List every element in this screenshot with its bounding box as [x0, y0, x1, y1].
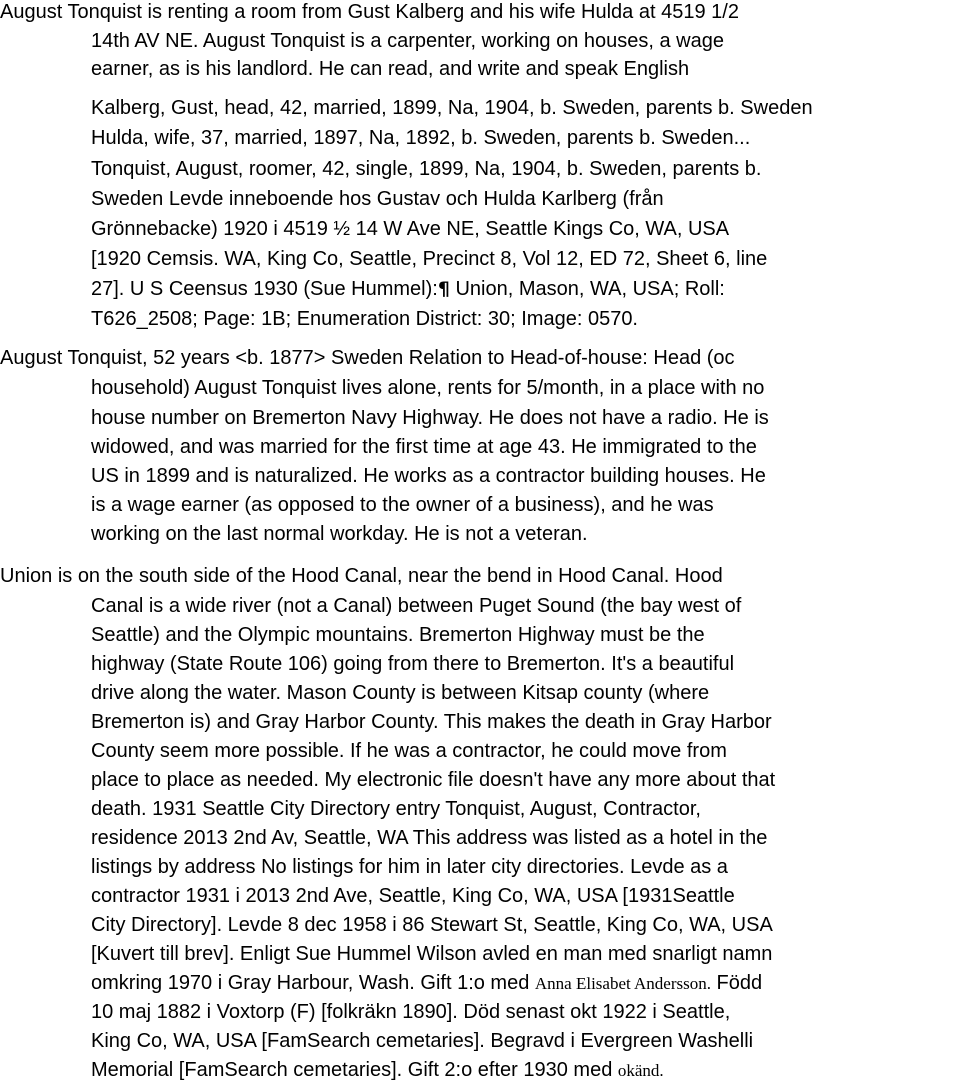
union-paragraph-line-2: Canal is a wide river (not a Canal) between Puget Sound (the bay west of [91, 595, 742, 617]
union-paragraph-line-1: Union is on the south side of the Hood Canal, near the bend in Hood Canal. Hood [0, 565, 723, 587]
census-1920-line-1: Kalberg, Gust, head, 42, married, 1899, Na, 1904, b. Sweden, parents b. Sweden [91, 97, 813, 119]
pilcrow-symbol: ¶ [437, 278, 450, 300]
union-paragraph-line-4: highway (State Route 106) going from there to Bremerton. It's a beautiful [91, 653, 735, 675]
census-1930-citation-text: 27]. U S Ceensus 1930 (Sue Hummel): [91, 278, 438, 300]
born-label: Född [711, 972, 763, 994]
census-1930-line-2: household) August Tonquist lives alone, rents for 5/month, in a place with no [91, 377, 765, 399]
union-paragraph-line-15 [91, 971, 762, 996]
union-paragraph-line-18 [91, 1058, 664, 1083]
paragraph-1-line-2: 14th AV NE. August Tonquist is a carpenter, working on houses, a wage [91, 30, 724, 52]
gift-2-text: Memorial [FamSearch cemetaries]. Gift 2:o efter 1930 med [91, 1059, 618, 1081]
union-paragraph-line-12: contractor 1931 i 2013 2nd Ave, Seattle, King Co, WA, USA [1931Seattle [91, 885, 735, 907]
spouse-2-unknown: okänd. [617, 1061, 664, 1080]
census-1920-line-7 [91, 277, 725, 301]
census-1920-line-5: Grönnebacke) 1920 i 4519 ½ 14 W Ave NE, Seattle Kings Co, WA, USA [91, 218, 730, 240]
census-1920-line-3: Tonquist, August, roomer, 42, single, 1899, Na, 1904, b. Sweden, parents b. [91, 158, 762, 180]
census-1920-line-6: [1920 Cemsis. WA, King Co, Seattle, Precinct 8, Vol 12, ED 72, Sheet 6, line [91, 248, 768, 270]
union-paragraph-line-13: City Directory]. Levde 8 dec 1958 i 86 Stewart St, Seattle, King Co, WA, USA [91, 914, 773, 936]
census-1930-line-6: is a wage earner (as opposed to the owner of a business), and he was [91, 494, 714, 516]
census-1920-line-2: Hulda, wife, 37, married, 1897, Na, 1892, b. Sweden, parents b. Sweden... [91, 127, 751, 149]
union-paragraph-line-3: Seattle) and the Olympic mountains. Bremerton Highway must be the [91, 624, 705, 646]
census-1930-line-3: house number on Bremerton Navy Highway. He does not have a radio. He is [91, 407, 769, 429]
union-paragraph-line-7: County seem more possible. If he was a contractor, he could move from [91, 740, 727, 762]
union-paragraph-line-16: 10 maj 1882 i Voxtorp (F) [folkräkn 1890]. Död senast okt 1922 i Seattle, [91, 1001, 731, 1023]
union-paragraph-line-11: listings by address No listings for him in later city directories. Levde as a [91, 856, 728, 878]
union-paragraph-line-6: Bremerton is) and Gray Harbor County. This makes the death in Gray Harbor [91, 711, 772, 733]
union-paragraph-line-17: King Co, WA, USA [FamSearch cemetaries]. Begravd i Evergreen Washelli [91, 1030, 754, 1052]
spouse-1-name: Anna Elisabet Andersson. [534, 974, 711, 993]
union-paragraph-line-9: death. 1931 Seattle City Directory entry Tonquist, August, Contractor, [91, 798, 701, 820]
paragraph-1-line-1: August Tonquist is renting a room from Gust Kalberg and his wife Hulda at 4519 1/2 [0, 1, 739, 23]
gift-1-text: omkring 1970 i Gray Harbour, Wash. Gift 1:o med [91, 972, 535, 994]
census-1920-line-8: T626_2508; Page: 1B; Enumeration District: 30; Image: 0570. [91, 308, 638, 330]
census-1930-citation-place: Union, Mason, WA, USA; Roll: [449, 278, 725, 300]
census-1930-line-5: US in 1899 and is naturalized. He works as a contractor building houses. He [91, 465, 766, 487]
census-1920-line-4: Sweden Levde inneboende hos Gustav och Hulda Karlberg (från [91, 188, 664, 210]
census-1930-line-1: August Tonquist, 52 years <b. 1877> Sweden Relation to Head-of-house: Head (oc [0, 347, 735, 369]
union-paragraph-line-14: [Kuvert till brev]. Enligt Sue Hummel Wilson avled en man med snarligt namn [91, 943, 773, 965]
census-1930-line-7: working on the last normal workday. He is not a veteran. [91, 523, 588, 545]
union-paragraph-line-8: place to place as needed. My electronic file doesn't have any more about that [91, 769, 776, 791]
census-1930-line-4: widowed, and was married for the first time at age 43. He immigrated to the [91, 436, 757, 458]
union-paragraph-line-5: drive along the water. Mason County is between Kitsap county (where [91, 682, 710, 704]
paragraph-1-line-3: earner, as is his landlord. He can read, and write and speak English [91, 58, 690, 80]
union-paragraph-line-10: residence 2013 2nd Av, Seattle, WA This address was listed as a hotel in the [91, 827, 768, 849]
